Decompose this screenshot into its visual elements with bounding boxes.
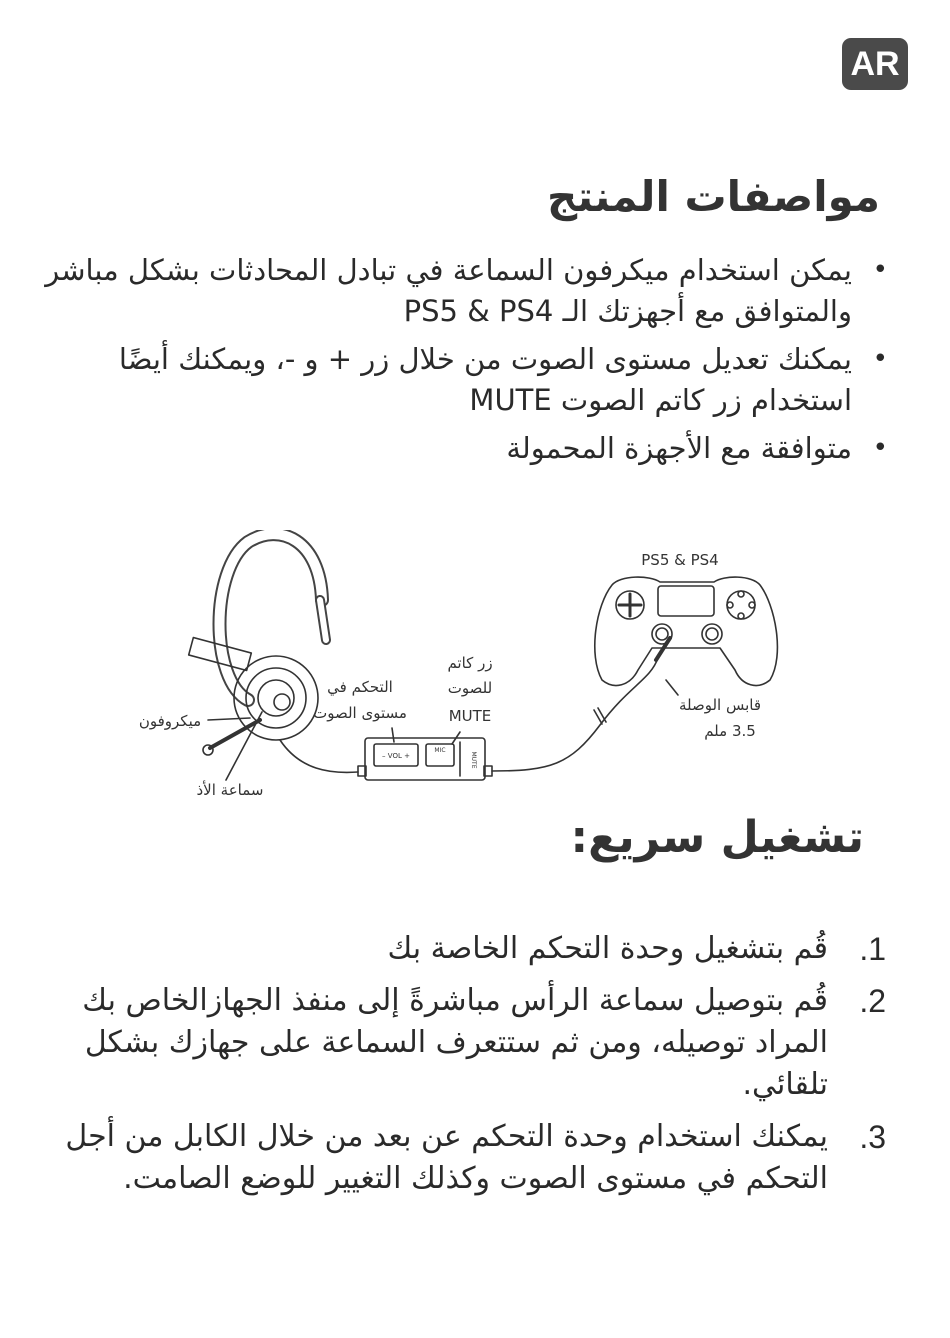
- step-number: 2.: [859, 983, 886, 1019]
- mute-marking: MUTE: [470, 751, 477, 769]
- ear-label: سماعة الأذ: [196, 781, 264, 799]
- headset-illustration: [189, 534, 326, 740]
- spec-text: يمكن استخدام ميكرفون السماعة في تبادل المحادثات بشكل مباشر والمتوافق مع أجهزتك الـ PS5 & PS4: [45, 253, 852, 328]
- mute-label-line1: زر كاتم: [447, 654, 493, 672]
- volume-label-line2: مستوى الصوت: [313, 704, 407, 722]
- spec-item: [28, 250, 888, 332]
- specs-title: مواصفات المنتج: [546, 172, 880, 221]
- spec-text: متوافقة مع الأجهزة المحمولة: [506, 431, 852, 465]
- step-text: قُم بتشغيل وحدة التحكم الخاصة بك: [387, 931, 828, 966]
- step-number: 3.: [859, 1119, 886, 1155]
- step-text: قُم بتوصيل سماعة الرأس مباشرةً إلى منفذ الجهازالخاص بك المراد توصيله، ومن ثم ستتعرف السماعة على جهازك بشكل تلقائي.: [82, 983, 828, 1102]
- step-number: 1.: [859, 931, 886, 967]
- leader-vol: [392, 728, 394, 742]
- quickstart-steps: [6, 928, 886, 1210]
- volume-label-line1: التحكم في: [327, 678, 393, 696]
- mute-label-line3: MUTE: [448, 707, 492, 725]
- bullet: •: [872, 433, 888, 463]
- step-item: [6, 1116, 886, 1200]
- cable-right: [492, 658, 658, 771]
- mic-marking: MIC: [434, 747, 446, 754]
- step-item: [6, 928, 886, 970]
- cable-left: [280, 740, 358, 772]
- jack-label-line2: 3.5 ملم: [704, 722, 756, 740]
- jack-label-line1: قابس الوصلة: [678, 696, 762, 714]
- bullet: •: [872, 344, 888, 374]
- leader-jack: [666, 680, 678, 695]
- spec-item: [28, 428, 888, 469]
- mic-boom: [210, 720, 260, 748]
- language-badge: AR: [842, 38, 908, 90]
- quickstart-title: تشغيل سريع:: [570, 812, 864, 863]
- mic-label: ميكروفون: [138, 712, 202, 730]
- step-item: [6, 980, 886, 1106]
- step-text: يمكنك استخدام وحدة التحكم عن بعد من خلال الكابل من أجل التحكم في مستوى الصوت وكذلك التغيير للوضع الصامت.: [65, 1119, 828, 1196]
- bullet: •: [872, 255, 888, 285]
- specs-list: [28, 250, 888, 476]
- mute-label-line2: للصوت: [447, 679, 493, 697]
- vol-marking: – VOL +: [382, 752, 410, 760]
- controller-illustration: [595, 577, 778, 685]
- leader-ear: [226, 712, 262, 780]
- console-label: PS5 & PS4: [641, 551, 719, 569]
- leader-mic: [208, 718, 250, 720]
- spec-text: يمكنك تعديل مستوى الصوت من خلال زر + و -، ويمكنك أيضًا استخدام زر كاتم الصوت MUTE: [118, 342, 852, 417]
- spec-item: [28, 339, 888, 421]
- headset-diagram: [130, 530, 810, 810]
